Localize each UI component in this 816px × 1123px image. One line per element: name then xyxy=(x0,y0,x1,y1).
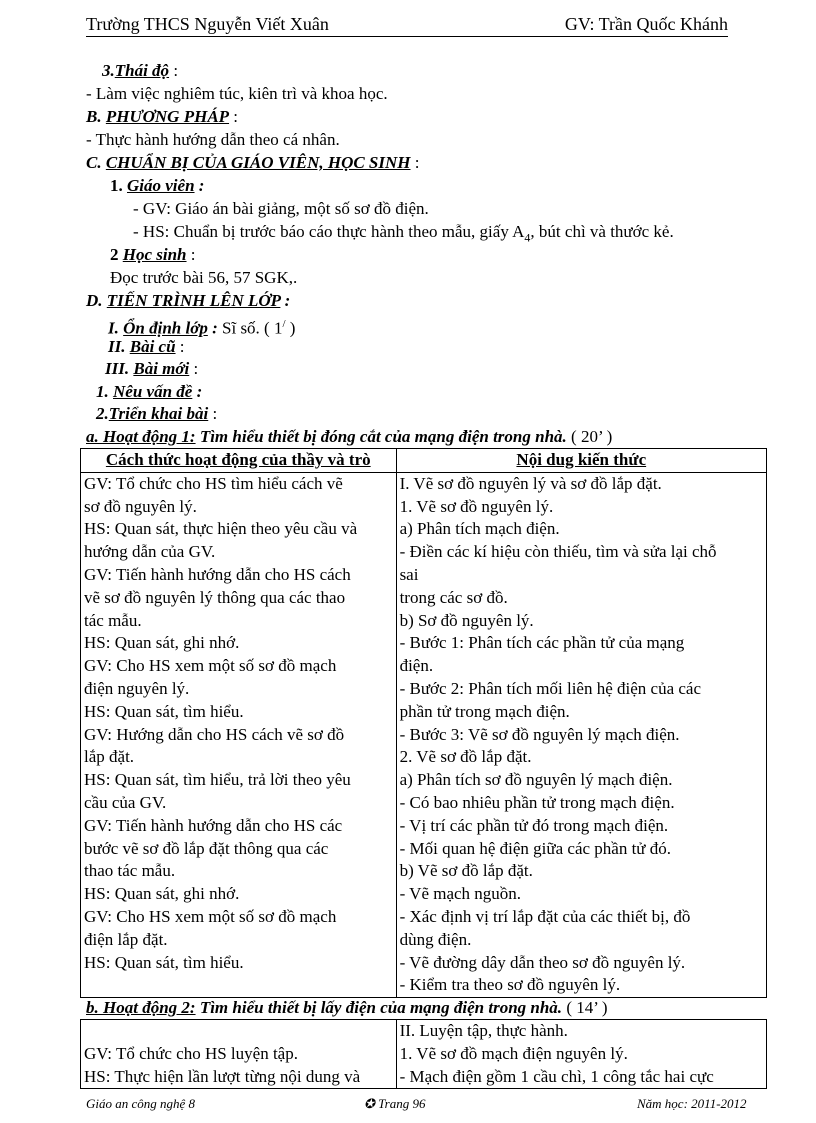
table-line: - Mối quan hệ điện giữa các phần tử đó. xyxy=(399,838,672,858)
table-line: HS: Quan sát, tìm hiểu, trả lời theo yêu xyxy=(84,770,351,790)
table-line xyxy=(84,1020,393,1043)
heading-neu-van-de: 1. Nêu vấn đề : xyxy=(96,382,203,401)
table-line: - Bước 3: Vẽ sơ đồ nguyên lý mạch điện. xyxy=(399,724,680,744)
table-line: HS: Quan sát, tìm hiểu. xyxy=(84,952,244,972)
table-line: b) Vẽ sơ đồ lắp đặt. xyxy=(399,861,533,881)
table-line: HS: Quan sát, ghi nhớ. xyxy=(84,633,240,653)
school-name: Trường THCS Nguyễn Viết Xuân xyxy=(86,14,329,34)
table2-right-column xyxy=(396,1020,766,1089)
activity-1-heading: a. Hoạt động 1: Tìm hiểu thiết bị đóng cắt của mạng điện trong nhà. ( 20’ ) xyxy=(86,427,613,446)
table-line: - Xác định vị trí lắp đặt của các thiết bị, đồ xyxy=(399,906,691,926)
table-line: thao tác mẫu. xyxy=(84,861,176,881)
table-line: điện nguyên lý. xyxy=(84,678,190,698)
table-line: - Bước 2: Phân tích mối liên hệ điện của các xyxy=(399,678,702,698)
table-line: sai xyxy=(399,564,419,584)
giao-vien-line-1: - GV: Giáo án bài giảng, một số sơ đồ điện. xyxy=(133,199,429,218)
table1-right-column xyxy=(396,472,766,997)
table-line: phần tử trong mạch điện. xyxy=(399,701,570,721)
table-line: 1. Vẽ sơ đồ mạch điện nguyên lý. xyxy=(399,1043,628,1063)
table-line: - Có bao nhiêu phần tử trong mạch điện. xyxy=(399,792,675,812)
table-line: GV: Hướng dẫn cho HS cách vẽ sơ đồ xyxy=(84,724,345,744)
table-line: 2. Vẽ sơ đồ lắp đặt. xyxy=(399,747,532,767)
table-line: trong các sơ đồ. xyxy=(399,587,508,607)
table-line: HS: Quan sát, tìm hiểu. xyxy=(84,701,244,721)
table-line: điện lắp đặt. xyxy=(84,929,168,949)
table-line: - Điền các kí hiệu còn thiếu, tìm và sửa lại chỗ xyxy=(399,542,717,562)
table-line: lắp đặt. xyxy=(84,747,135,767)
table1-header-right: Nội dug kiến thức xyxy=(396,449,766,473)
table1-left-column xyxy=(81,472,397,997)
heading-phuong-phap: B. PHƯƠNG PHÁP : xyxy=(86,107,239,126)
phuong-phap-text: - Thực hành hướng dẫn theo cá nhân. xyxy=(86,130,340,149)
teacher-name: GV: Trần Quốc Khánh xyxy=(564,14,728,34)
table1-header-left: Cách thức hoạt động của thầy và trò xyxy=(81,449,397,473)
thai-do-text: - Làm việc nghiêm túc, kiên trì và khoa học. xyxy=(86,84,388,103)
table-line: - Vị trí các phần tử đó trong mạch điện. xyxy=(399,815,669,835)
heading-thai-do: 3.Thái độ : xyxy=(102,61,179,80)
heading-trien-khai: 2.Triển khai bài : xyxy=(96,404,218,423)
table-line: - Vẽ đường dây dẫn theo sơ đồ nguyên lý. xyxy=(399,952,686,972)
table-line: GV: Tổ chức cho HS luyện tập. xyxy=(84,1043,298,1063)
table-line: HS: Thực hiện lần lượt từng nội dung và xyxy=(84,1066,361,1086)
heading-tien-trinh: D. TIẾN TRÌNH LÊN LỚP : xyxy=(86,291,291,310)
table-line: - Vẽ mạch nguồn. xyxy=(399,884,522,904)
table-line: điện. xyxy=(399,656,434,676)
table-line: vẽ sơ đồ nguyên lý thông qua các thao xyxy=(84,587,346,607)
table-line: HS: Quan sát, thực hiện theo yêu cầu và xyxy=(84,519,358,539)
table-line: GV: Cho HS xem một số sơ đồ mạch xyxy=(84,906,337,926)
activity-2-table xyxy=(80,1019,767,1089)
activity-2-heading: b. Hoạt động 2: Tìm hiểu thiết bị lấy điện của mạng điện trong nhà. ( 14’ ) xyxy=(86,998,608,1017)
heading-chuan-bi: C. CHUẨN BỊ CỦA GIÁO VIÊN, HỌC SINH : xyxy=(86,153,420,172)
heading-giao-vien: 1. Giáo viên : xyxy=(110,176,205,195)
table2-left-column xyxy=(81,1020,397,1089)
table-line: dùng điện. xyxy=(399,929,472,949)
table-line: - Mạch điện gồm 1 cầu chì, 1 công tắc hai cực xyxy=(399,1066,714,1086)
table-line: tác mẫu. xyxy=(84,610,142,630)
footer-year: Năm học: 2011-2012 xyxy=(637,1096,747,1111)
footer-subject: Giáo an công nghệ 8 xyxy=(86,1096,196,1111)
table-line: II. Luyện tập, thực hành. xyxy=(399,1021,568,1040)
table-line: a) Phân tích mạch điện. xyxy=(399,519,560,539)
giao-vien-line-2: - HS: Chuẩn bị trước báo cáo thực hành theo mẫu, giấy $A_4$, bút chì và thước kẻ. xyxy=(133,222,674,245)
heading-bai-cu: II. Bài cũ : xyxy=(108,337,185,356)
activity-1-table xyxy=(80,448,767,998)
table-line: cầu của GV. xyxy=(84,792,167,812)
table-line: - Kiểm tra theo sơ đồ nguyên lý. xyxy=(399,975,621,995)
page-header xyxy=(86,10,728,37)
table-line: bước vẽ sơ đồ lắp đặt thông qua các xyxy=(84,838,329,858)
heading-on-dinh-lop: I. Ổn định lớp : Sĩ số. ( 1/ ) xyxy=(108,318,296,338)
table-line: GV: Tổ chức cho HS tìm hiểu cách vẽ xyxy=(84,473,343,493)
table-line: HS: Quan sát, ghi nhớ. xyxy=(84,884,240,904)
heading-hoc-sinh: 2 Học sinh : xyxy=(110,245,196,264)
table-line: b) Sơ đồ nguyên lý. xyxy=(399,610,534,630)
table-line: hướng dẫn của GV. xyxy=(84,542,216,562)
table-line: GV: Tiến hành hướng dẫn cho HS cách xyxy=(84,564,351,584)
table-line: 1. Vẽ sơ đồ nguyên lý. xyxy=(399,496,554,516)
table-line: GV: Tiến hành hướng dẫn cho HS các xyxy=(84,815,343,835)
table-line: sơ đồ nguyên lý. xyxy=(84,496,197,516)
table-line: I. Vẽ sơ đồ nguyên lý và sơ đồ lắp đặt. xyxy=(399,473,662,493)
table-line: GV: Cho HS xem một số sơ đồ mạch xyxy=(84,656,337,676)
heading-bai-moi: III. Bài mới : xyxy=(105,359,199,378)
hoc-sinh-text: Đọc trước bài 56, 57 SGK,. xyxy=(110,268,298,287)
table-line: - Bước 1: Phân tích các phần tử của mạng xyxy=(399,633,685,653)
table-line: a) Phân tích sơ đồ nguyên lý mạch điện. xyxy=(399,770,673,790)
footer-page: ✪ Trang 96 xyxy=(364,1096,426,1111)
